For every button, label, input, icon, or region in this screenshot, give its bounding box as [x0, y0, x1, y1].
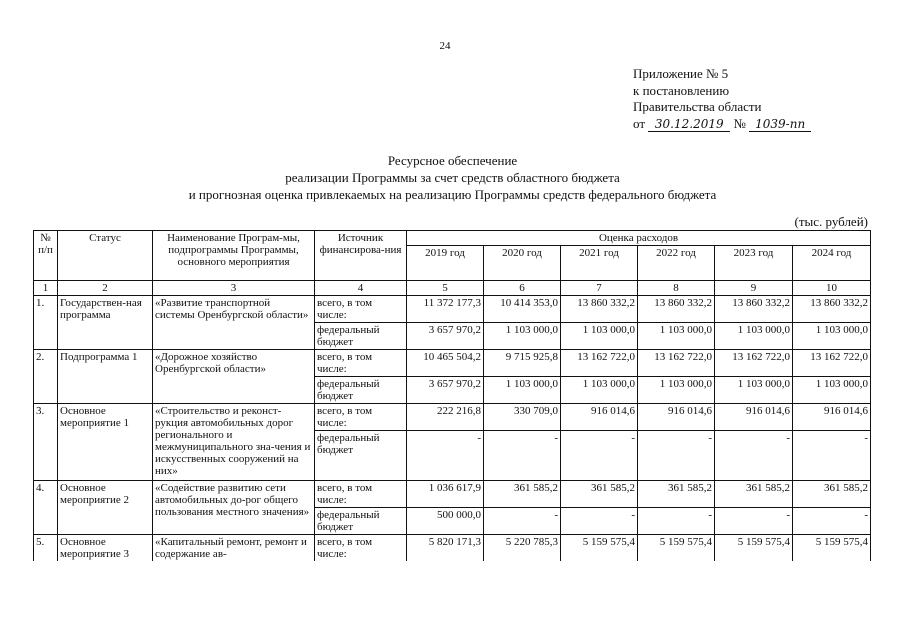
document-title	[0, 152, 905, 203]
value-cell: 13 860 332,2	[715, 296, 793, 323]
value-cell: 1 103 000,0	[561, 323, 638, 350]
value-cell: -	[561, 508, 638, 535]
value-cell: 11 372 177,3	[407, 296, 484, 323]
handwritten-number: 1039-пп	[749, 118, 811, 132]
value-cell: 916 014,6	[793, 404, 871, 431]
value-cell: 916 014,6	[561, 404, 638, 431]
row-num: 5.	[34, 535, 58, 562]
col-number: 1	[34, 281, 58, 296]
value-cell: 361 585,2	[793, 481, 871, 508]
value-cell: 13 162 722,0	[715, 350, 793, 377]
row-name: «Содействие развитию сети автомобильных до-рог общего пользования местного значения»	[153, 481, 315, 535]
header-year: 2022 год	[638, 246, 715, 281]
value-cell: 5 159 575,4	[561, 535, 638, 562]
value-cell: 10 465 504,2	[407, 350, 484, 377]
row-num: 4.	[34, 481, 58, 535]
row-num: 2.	[34, 350, 58, 404]
value-cell: -	[793, 508, 871, 535]
col-number: 4	[315, 281, 407, 296]
value-cell: 1 103 000,0	[638, 323, 715, 350]
value-cell: 1 103 000,0	[793, 323, 871, 350]
value-cell: 5 159 575,4	[793, 535, 871, 562]
value-cell: 361 585,2	[715, 481, 793, 508]
row-status: Государствен-ная программа	[58, 296, 153, 350]
value-cell: 1 103 000,0	[484, 377, 561, 404]
row-source-total: всего, в том числе:	[315, 535, 407, 562]
value-cell: 13 162 722,0	[638, 350, 715, 377]
value-cell: 13 162 722,0	[793, 350, 871, 377]
header-name: Наименование Програм-мы, подпрограммы Программы, основного мероприятия	[153, 231, 315, 281]
header-status: Статус	[58, 231, 153, 281]
row-num: 3.	[34, 404, 58, 481]
value-cell: -	[561, 431, 638, 481]
table-row	[34, 535, 871, 562]
value-cell: -	[484, 431, 561, 481]
row-source-federal: федеральный бюджет	[315, 377, 407, 404]
row-source-total: всего, в том числе:	[315, 296, 407, 323]
value-cell: 5 159 575,4	[715, 535, 793, 562]
row-source-federal: федеральный бюджет	[315, 508, 407, 535]
row-source-total: всего, в том числе:	[315, 481, 407, 508]
col-number: 9	[715, 281, 793, 296]
value-cell: 1 103 000,0	[715, 377, 793, 404]
row-status: Основное мероприятие 3	[58, 535, 153, 562]
header-year: 2021 год	[561, 246, 638, 281]
header-year: 2023 год	[715, 246, 793, 281]
value-cell: 1 103 000,0	[484, 323, 561, 350]
value-cell: 5 820 171,3	[407, 535, 484, 562]
from-label: от	[633, 115, 646, 131]
value-cell: 3 657 970,2	[407, 323, 484, 350]
appendix-line-1: Приложение № 5	[633, 66, 729, 81]
number-label: №	[733, 115, 746, 131]
col-number: 5	[407, 281, 484, 296]
value-cell: 361 585,2	[484, 481, 561, 508]
row-source-federal: федеральный бюджет	[315, 323, 407, 350]
row-name: «Капитальный ремонт, ремонт и содержание ав-	[153, 535, 315, 562]
value-cell: 13 860 332,2	[561, 296, 638, 323]
title-line-3: и прогнозная оценка привлекаемых на реализацию Программы средств федерального бюджета	[188, 187, 717, 202]
value-cell: 1 103 000,0	[793, 377, 871, 404]
value-cell: -	[407, 431, 484, 481]
value-cell: -	[793, 431, 871, 481]
value-cell: 222 216,8	[407, 404, 484, 431]
row-source-federal: федеральный бюджет	[315, 431, 407, 481]
value-cell: 916 014,6	[638, 404, 715, 431]
row-name: «Развитие транспортной системы Оренбургской области»	[153, 296, 315, 350]
value-cell: 5 159 575,4	[638, 535, 715, 562]
header-estimate: Оценка расходов	[407, 231, 871, 246]
page-number: 24	[439, 40, 451, 52]
col-number: 8	[638, 281, 715, 296]
row-source-total: всего, в том числе:	[315, 350, 407, 377]
table-row	[34, 296, 871, 323]
value-cell: 13 860 332,2	[638, 296, 715, 323]
value-cell: -	[484, 508, 561, 535]
row-status: Основное мероприятие 1	[58, 404, 153, 481]
value-cell: -	[715, 508, 793, 535]
title-line-2: реализации Программы за счет средств областного бюджета	[285, 170, 620, 185]
col-number: 10	[793, 281, 871, 296]
value-cell: 13 860 332,2	[793, 296, 871, 323]
header-source: Источник финансирова-ния	[315, 231, 407, 281]
appendix-line-3: Правительства области	[633, 99, 762, 114]
handwritten-date: 30.12.2019	[648, 118, 730, 132]
value-cell: -	[715, 431, 793, 481]
appendix-block	[633, 66, 811, 132]
header-row-1	[34, 231, 871, 246]
value-cell: 361 585,2	[638, 481, 715, 508]
value-cell: -	[638, 508, 715, 535]
col-number: 2	[58, 281, 153, 296]
col-number: 7	[561, 281, 638, 296]
row-name: «Строительство и реконст-рукция автомобильных дорог регионального и межмуниципального зна-чения и искусственных сооружений на них»	[153, 404, 315, 481]
value-cell: 1 036 617,9	[407, 481, 484, 508]
appendix-date-line	[633, 116, 811, 133]
row-status: Подпрограмма 1	[58, 350, 153, 404]
value-cell: 1 103 000,0	[638, 377, 715, 404]
value-cell: 330 709,0	[484, 404, 561, 431]
appendix-line-2: к постановлению	[633, 82, 730, 98]
value-cell: -	[638, 431, 715, 481]
col-number: 6	[484, 281, 561, 296]
title-line-1: Ресурсное обеспечение	[387, 153, 518, 168]
value-cell: 916 014,6	[715, 404, 793, 431]
table-row	[34, 481, 871, 508]
value-cell: 9 715 925,8	[484, 350, 561, 377]
value-cell: 3 657 970,2	[407, 377, 484, 404]
value-cell: 1 103 000,0	[561, 377, 638, 404]
row-name: «Дорожное хозяйство Оренбургской области»	[153, 350, 315, 404]
row-source-total: всего, в том числе:	[315, 404, 407, 431]
table-row	[34, 404, 871, 431]
value-cell: 10 414 353,0	[484, 296, 561, 323]
value-cell: 5 220 785,3	[484, 535, 561, 562]
value-cell: 13 162 722,0	[561, 350, 638, 377]
resource-table	[33, 230, 871, 561]
header-num: № п/п	[34, 231, 58, 281]
value-cell: 1 103 000,0	[715, 323, 793, 350]
header-year: 2019 год	[407, 246, 484, 281]
column-number-row	[34, 281, 871, 296]
value-cell: 361 585,2	[561, 481, 638, 508]
row-status: Основное мероприятие 2	[58, 481, 153, 535]
col-number: 3	[153, 281, 315, 296]
header-year: 2024 год	[793, 246, 871, 281]
units-label: (тыс. рублей)	[794, 214, 868, 229]
header-year: 2020 год	[484, 246, 561, 281]
value-cell: 500 000,0	[407, 508, 484, 535]
row-num: 1.	[34, 296, 58, 350]
table-row	[34, 350, 871, 377]
